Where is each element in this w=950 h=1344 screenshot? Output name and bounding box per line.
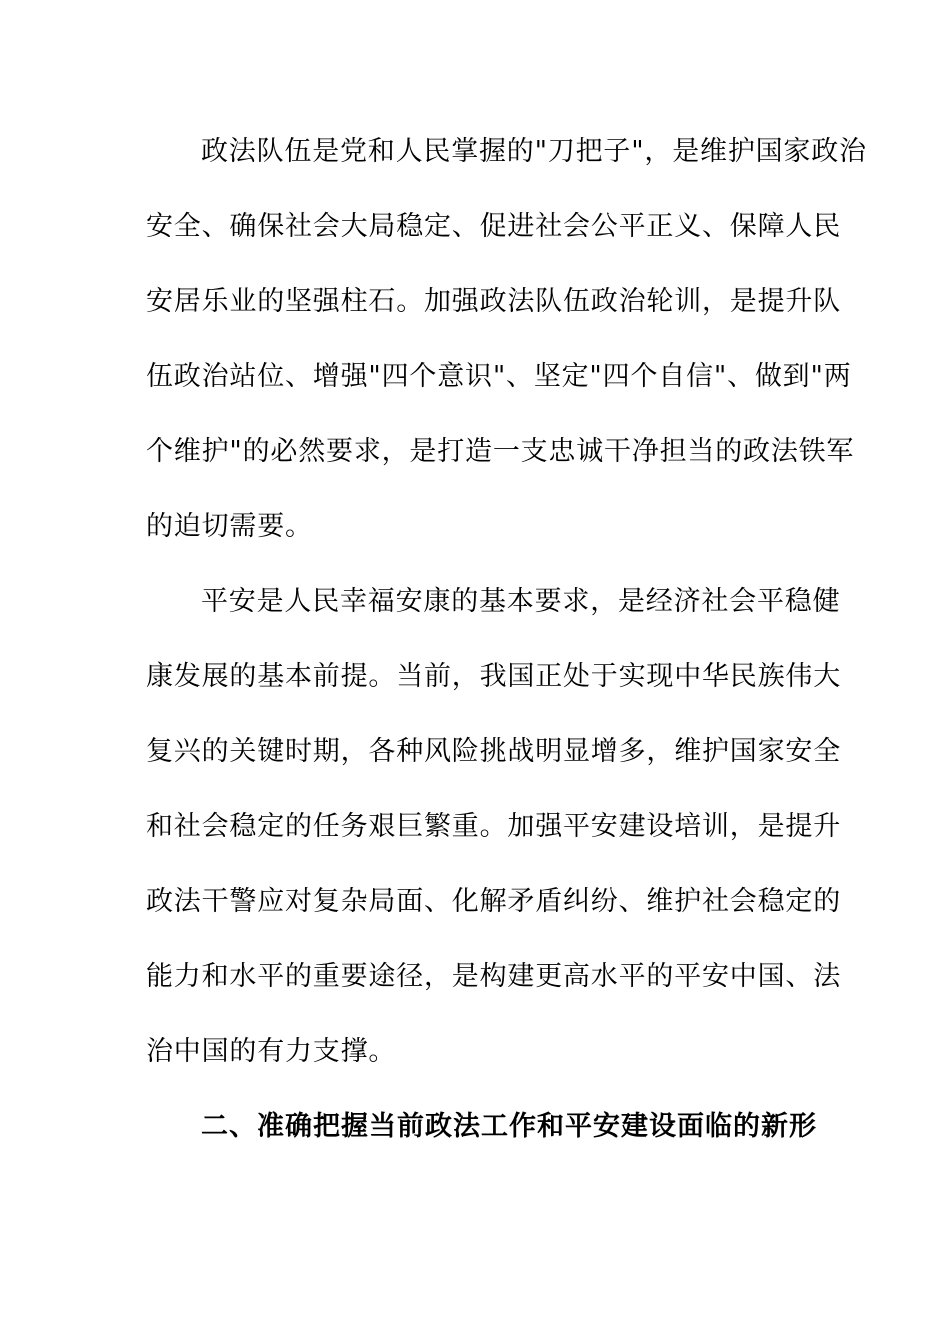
paragraph-line: 安居乐业的坚强柱石。加强政法队伍政治轮训，是提升队 — [146, 286, 841, 317]
paragraph-line: 政法干警应对复杂局面、化解矛盾纠纷、维护社会稳定的 — [146, 886, 841, 917]
paragraph-line: 政法队伍是党和人民掌握的"刀把子"，是维护国家政治 — [201, 136, 867, 167]
paragraph-line: 的迫切需要。 — [146, 511, 313, 542]
paragraph-line: 平安是人民幸福安康的基本要求，是经济社会平稳健 — [201, 586, 841, 617]
paragraph-line: 伍政治站位、增强"四个意识"、坚定"四个自信"、做到"两 — [146, 361, 852, 392]
paragraph-line: 复兴的关键时期，各种风险挑战明显增多，维护国家安全 — [146, 736, 841, 767]
paragraph-line: 安全、确保社会大局稳定、促进社会公平正义、保障人民 — [146, 211, 841, 242]
section-heading: 二、准确把握当前政法工作和平安建设面临的新形 — [201, 1111, 817, 1142]
paragraph-line: 和社会稳定的任务艰巨繁重。加强平安建设培训，是提升 — [146, 811, 841, 842]
paragraph-line: 治中国的有力支撑。 — [146, 1036, 397, 1067]
paragraph-line: 能力和水平的重要途径，是构建更高水平的平安中国、法 — [146, 961, 841, 992]
paragraph-line: 个维护"的必然要求，是打造一支忠诚干净担当的政法铁军 — [146, 436, 855, 467]
paragraph-line: 康发展的基本前提。当前，我国正处于实现中华民族伟大 — [146, 661, 841, 692]
